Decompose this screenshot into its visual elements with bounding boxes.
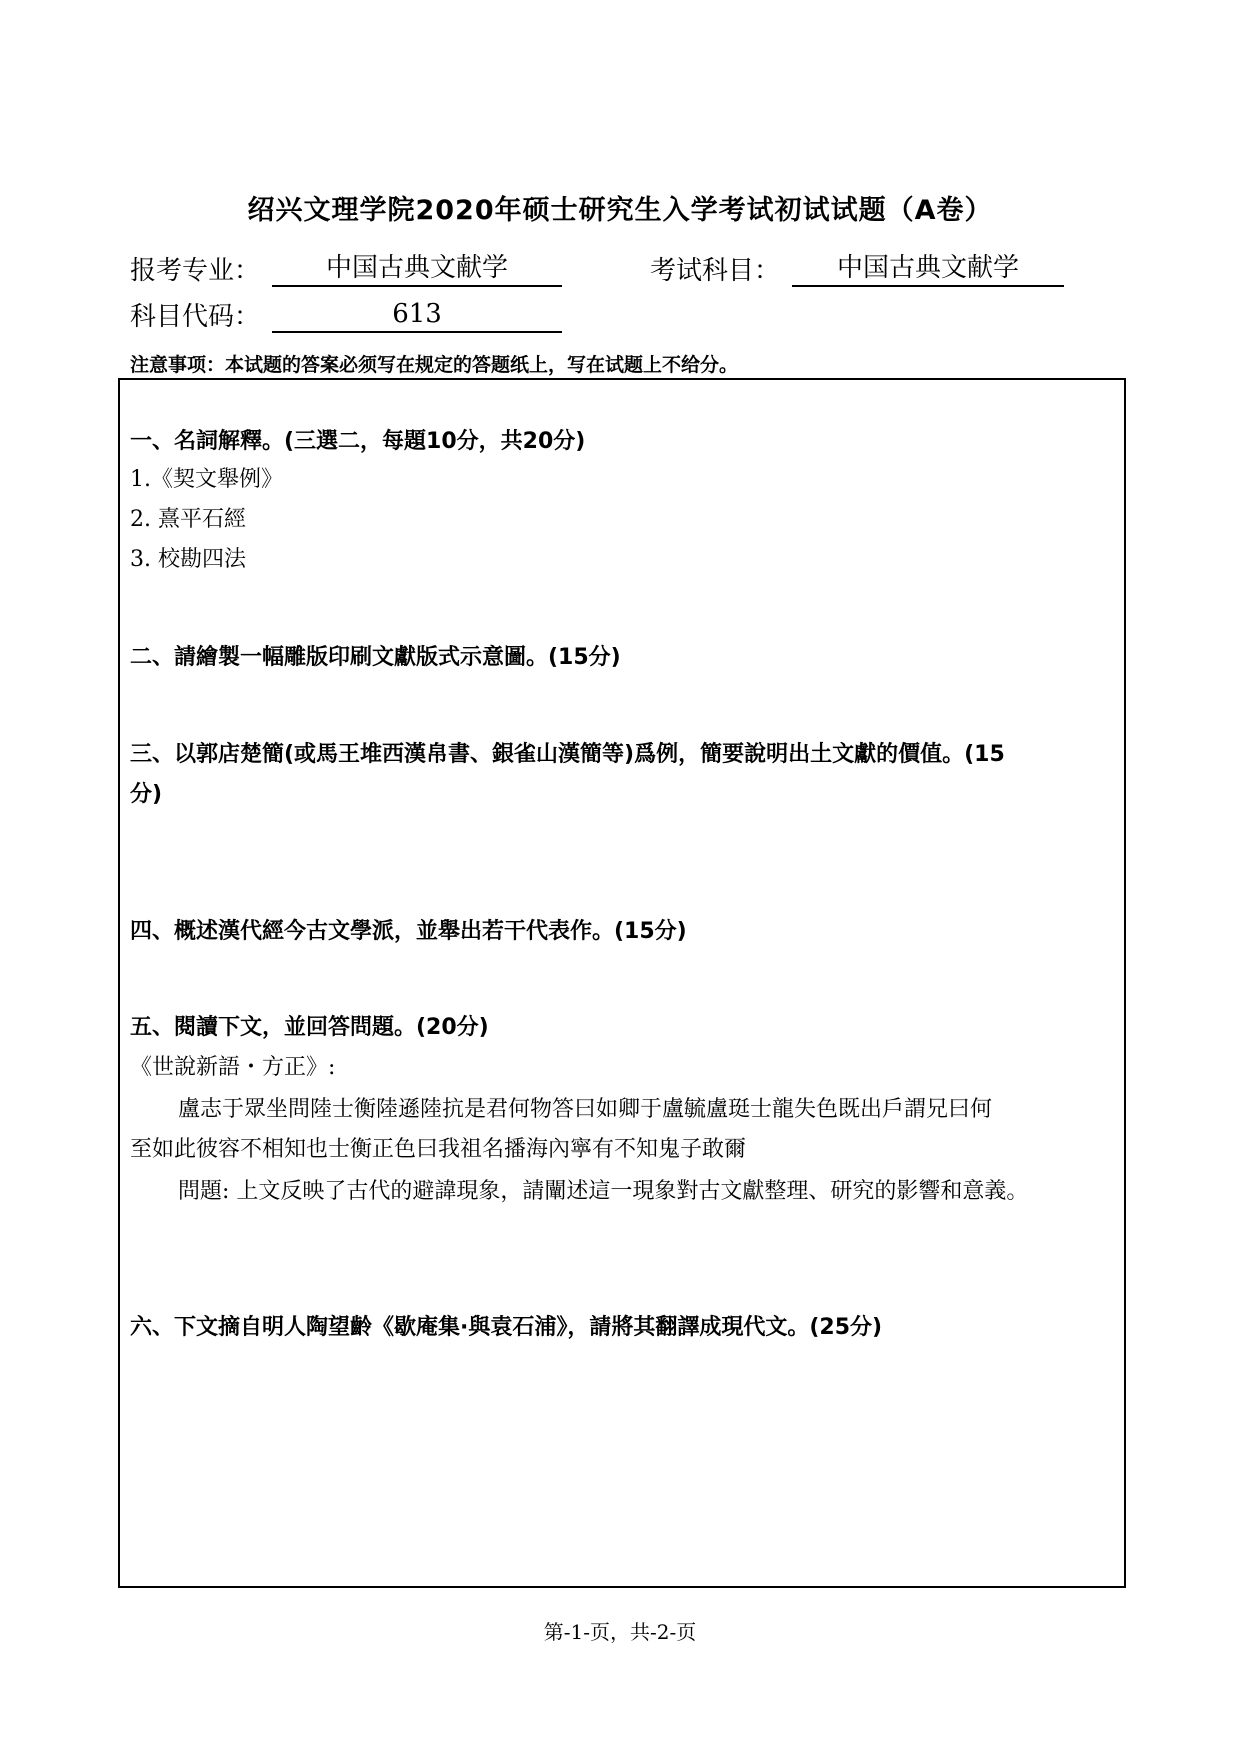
question-2-heading: 二、請繪製一幅雕版印刷文獻版式示意圖。(15分) xyxy=(130,645,621,670)
question-5-prompt: 問題: 上文反映了古代的避諱現象，請闡述這一現象對古文獻整理、研究的影響和意義。 xyxy=(178,1179,1029,1204)
question-box xyxy=(118,378,1126,1588)
major-value: 中国古典文献学 xyxy=(272,251,562,287)
subject-value: 中国古典文献学 xyxy=(792,251,1064,287)
question-1-item-1: 1.《契文舉例》 xyxy=(130,467,283,492)
major-label: 报考专业： xyxy=(130,256,261,286)
subject-field xyxy=(650,250,1064,287)
question-3-heading-line-2: 分) xyxy=(130,782,163,807)
question-5-source: 《世說新語・方正》: xyxy=(130,1055,336,1080)
major-field xyxy=(130,250,562,287)
exam-notice: 注意事项：本试题的答案必须写在规定的答题纸上，写在试题上不给分。 xyxy=(130,354,739,376)
question-1-item-2: 2. 熹平石經 xyxy=(130,507,246,532)
question-5-passage-line-2: 至如此彼容不相知也士衡正色曰我祖名播海內寧有不知鬼子敢爾 xyxy=(130,1137,747,1162)
code-value: 613 xyxy=(272,297,562,333)
question-6-heading: 六、下文摘自明人陶望齡《歇庵集·與袁石浦》，請將其翻譯成現代文。(25分) xyxy=(130,1315,883,1340)
subject-label: 考试科目： xyxy=(650,256,781,286)
question-5-passage-line-1: 盧志于眾坐問陸士衡陸遜陸抗是君何物答曰如卿于盧毓盧珽士龍失色既出戶謂兄曰何 xyxy=(178,1097,993,1122)
question-1-heading: 一、名詞解釋。(三選二，每題10分，共20分) xyxy=(130,429,586,454)
question-4-heading: 四、概述漢代經今古文學派，並舉出若干代表作。(15分) xyxy=(130,919,687,944)
question-1-item-3: 3. 校勘四法 xyxy=(130,547,246,572)
question-3-heading-line-1: 三、以郭店楚簡(或馬王堆西漢帛書、銀雀山漢簡等)爲例，簡要說明出土文獻的價值。(15 xyxy=(130,742,1005,767)
page-number: 第-1-页，共-2-页 xyxy=(543,1620,697,1644)
exam-title: 绍兴文理学院2020年硕士研究生入学考试初试试题（A卷） xyxy=(247,195,993,226)
code-field xyxy=(130,296,562,333)
code-label: 科目代码： xyxy=(130,302,261,332)
question-5-heading: 五、閱讀下文，並回答問題。(20分) xyxy=(130,1015,489,1040)
